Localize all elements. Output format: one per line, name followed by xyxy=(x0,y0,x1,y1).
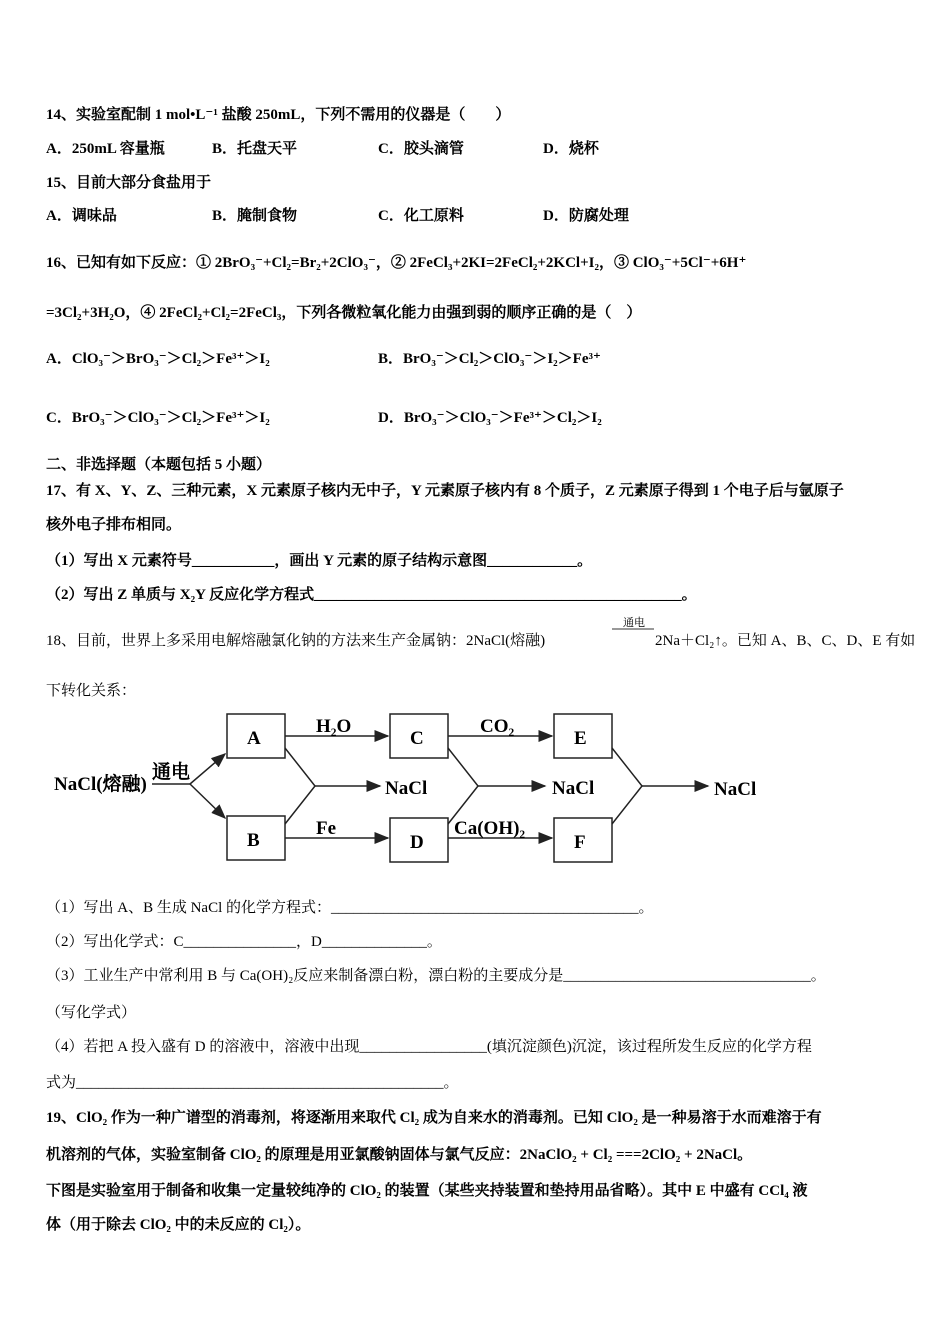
diagram-start-arrow: 通电 xyxy=(152,762,191,783)
box-e: E xyxy=(574,728,587,749)
q14-option-c: C．胶头滴管 xyxy=(378,141,464,157)
q16-option-c: C．BrO₃⁻＞ClO₃⁻＞Cl₂＞Fe³⁺＞I₂ xyxy=(46,410,270,426)
q19-line4: 体（用于除去 ClO₂ 中的未反应的 Cl₂）。 xyxy=(46,1217,311,1233)
section-heading: 二、非选择题（本题包括 5 小题） xyxy=(46,457,272,473)
q18-line1a: 18、目前，世界上多采用电解熔融氯化钠的方法来生产金属钠：2NaCl(熔融) xyxy=(46,633,546,649)
q19-line2: 机溶剂的气体，实验室制备 ClO₂ 的原理是用亚氯酸钠固体与氯气反应：2NaClO₂ + Cl₂ ===2ClO₂ + 2NaCl。 xyxy=(46,1147,753,1163)
condition-bar xyxy=(612,628,654,630)
box-c: C xyxy=(410,728,424,749)
q18-condition: 通电 xyxy=(623,617,645,629)
conversion-diagram xyxy=(40,700,780,870)
q16-line1: 16、已知有如下反应：① 2BrO₃⁻+Cl₂=Br₂+2ClO₃⁻，② 2FeCl₃+2KI=2FeCl₂+2KCl+I₂，③ ClO₃⁻+5Cl⁻+6H⁺ xyxy=(46,255,747,271)
q17-part1: （1）写出 X 元素符号___________，画出 Y 元素的原子结构示意图____________。 xyxy=(46,553,593,569)
q14-stem: 14、实验室配制 1 mol•L⁻¹ 盐酸 250mL，下列不需用的仪器是（ ） xyxy=(46,107,511,123)
q16-option-b: B．BrO₃⁻＞Cl₂＞ClO₃⁻＞I₂＞Fe³⁺ xyxy=(378,351,601,367)
reagent-caoh2: Ca(OH)₂ xyxy=(454,818,526,839)
reagent-fe: Fe xyxy=(316,818,337,839)
q18-part4: （4）若把 A 投入盛有 D 的溶液中，溶液中出现_________________(填沉淀颜色)沉淀，该过程所发生反应的化学方程 xyxy=(46,1039,812,1055)
q15-stem: 15、目前大部分食盐用于 xyxy=(46,175,212,191)
nacl-2: NaCl xyxy=(552,778,595,799)
q18-line1b: 2Na＋Cl₂↑。已知 A、B、C、D、E 有如 xyxy=(655,633,916,649)
q14-option-a: A．250mL 容量瓶 xyxy=(46,141,165,157)
q16-line2: =3Cl₂+3H₂O，④ 2FeCl₂+Cl₂=2FeCl₃，下列各微粒氧化能力由强到弱的顺序正确的是（ ） xyxy=(46,305,642,321)
q18-part1: （1）写出 A、B 生成 NaCl 的化学方程式：_________________________________________。 xyxy=(46,900,654,916)
q18-part2: （2）写出化学式：C_______________，D______________。 xyxy=(46,934,442,950)
nacl-3: NaCl xyxy=(714,779,757,800)
nacl-1: NaCl xyxy=(385,778,428,799)
q14-option-b: B．托盘天平 xyxy=(212,141,298,157)
reagent-co2: CO₂ xyxy=(480,716,515,737)
q15-option-b: B．腌制食物 xyxy=(212,208,298,224)
box-d: D xyxy=(410,832,424,853)
diagram-start: NaCl(熔融) xyxy=(54,774,147,795)
q14-option-d: D．烧杯 xyxy=(543,141,599,157)
box-f: F xyxy=(574,832,586,853)
q18-part3b: （写化学式） xyxy=(46,1005,137,1021)
q18-part4b: 式为_________________________________________________。 xyxy=(46,1075,459,1091)
q18-part3: （3）工业生产中常利用 B 与 Ca(OH)₂反应来制备漂白粉，漂白粉的主要成分是_________________________________。 xyxy=(46,968,826,984)
q16-option-d: D．BrO₃⁻＞ClO₃⁻＞Fe³⁺＞Cl₂＞I₂ xyxy=(378,410,602,426)
q16-option-a: A．ClO₃⁻＞BrO₃⁻＞Cl₂＞Fe³⁺＞I₂ xyxy=(46,351,270,367)
q17-line2: 核外电子排布相同。 xyxy=(46,517,182,533)
q19-line1: 19、ClO₂ 作为一种广谱型的消毒剂，将逐渐用来取代 Cl₂ 成为自来水的消毒剂。已知 ClO₂ 是一种易溶于水而难溶于有 xyxy=(46,1110,822,1126)
box-b: B xyxy=(247,830,260,851)
q15-option-a: A．调味品 xyxy=(46,208,117,224)
q19-line3: 下图是实验室用于制备和收集一定量较纯净的 ClO₂ 的装置（某些夹持装置和垫持用品省略）。其中 E 中盛有 CCl₄ 液 xyxy=(46,1183,808,1199)
q18-line2: 下转化关系： xyxy=(46,683,137,699)
box-a: A xyxy=(247,728,261,749)
q17-line1: 17、有 X、Y、Z、三种元素，X 元素原子核内无中子，Y 元素原子核内有 8 个质子，Z 元素原子得到 1 个电子后与氩原子 xyxy=(46,483,844,499)
q15-option-c: C．化工原料 xyxy=(378,208,464,224)
q17-part2: （2）写出 Z 单质与 X₂Y 反应化学方程式_________________________________________________。 xyxy=(46,587,697,603)
q15-option-d: D．防腐处理 xyxy=(543,208,629,224)
reagent-h2o: H₂O xyxy=(316,716,352,737)
